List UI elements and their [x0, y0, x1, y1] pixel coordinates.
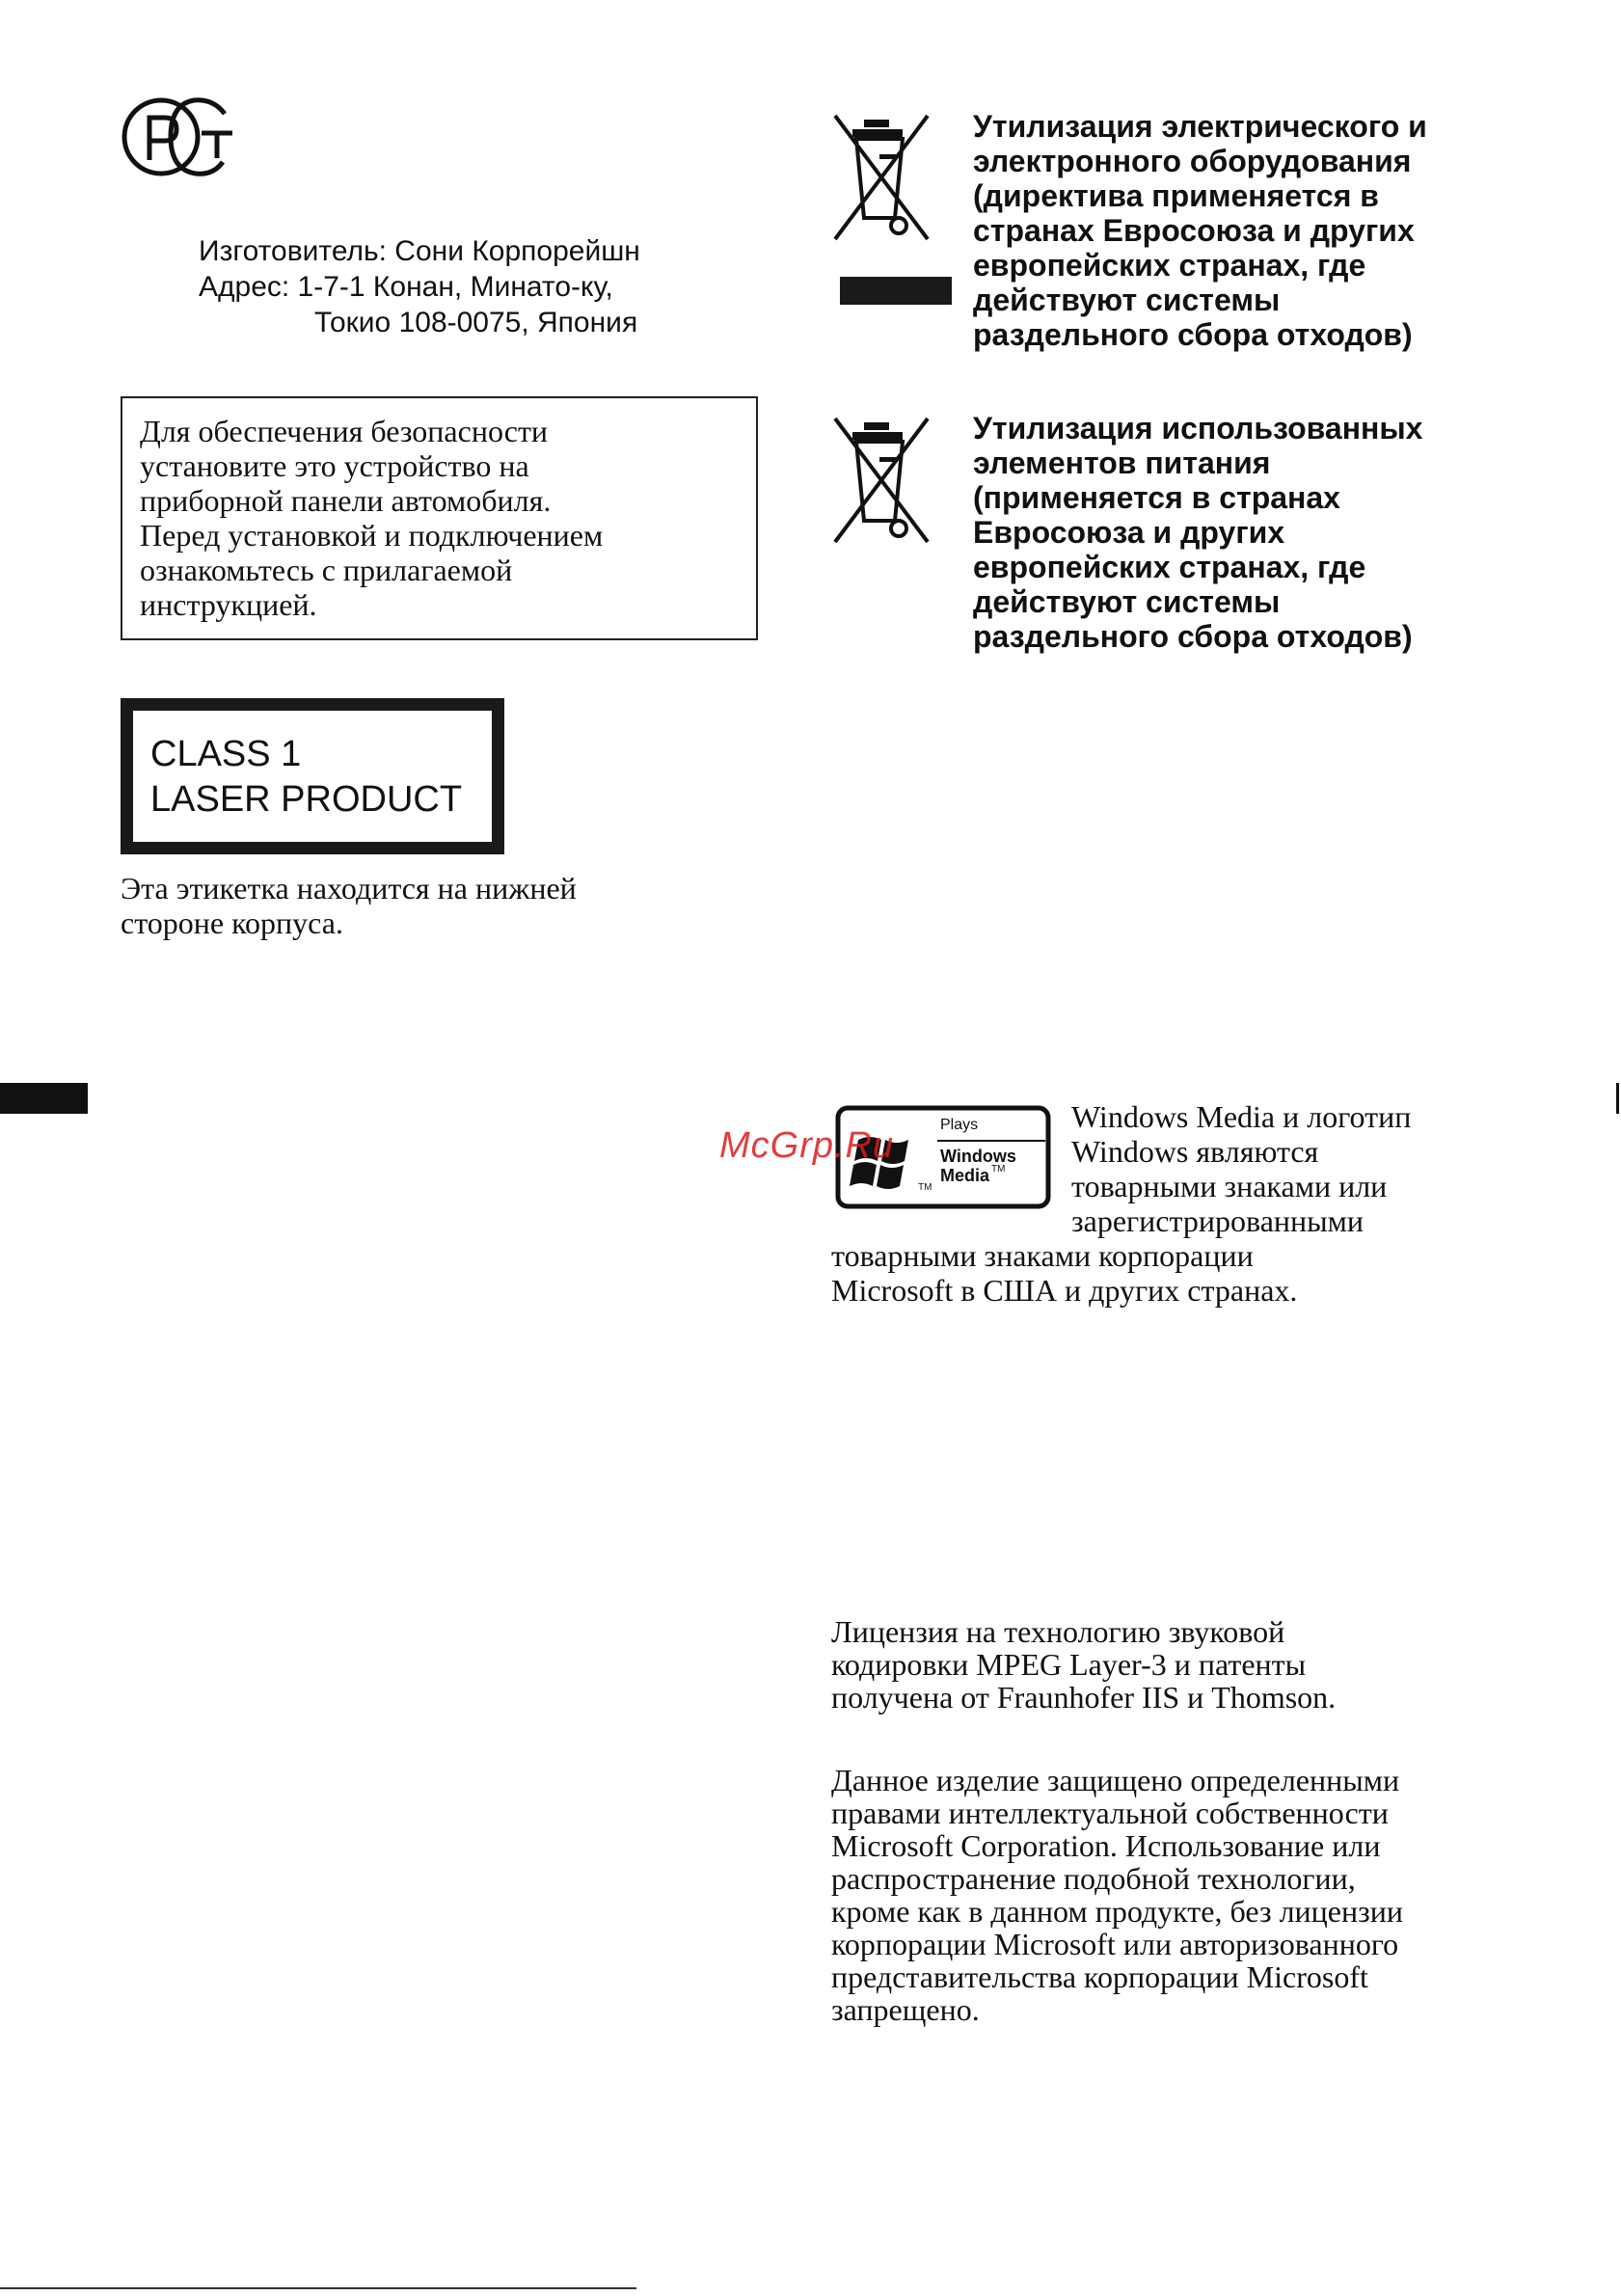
bottom-rule: [0, 2287, 636, 2289]
disposal-line: раздельного сбора отходов): [973, 317, 1413, 352]
windows-media-trademark-text: [1071, 1099, 1411, 1238]
tm-mark: TM: [918, 1182, 932, 1193]
disposal-line: раздельного сбора отходов): [973, 619, 1413, 654]
disposal-line: Евросоюза и других: [973, 515, 1285, 550]
address-line: Адрес: 1-7-1 Конан, Минато-ку,: [199, 271, 613, 303]
trademark-line: Windows Media и логотип: [1071, 1099, 1412, 1134]
mpeg-line: Лицензия на технологию звуковой: [831, 1614, 1285, 1649]
safety-notice-line: ознакомьтесь с прилагаемой: [140, 553, 513, 587]
page-edge-mark: [1616, 1083, 1619, 1114]
trademark-line: Windows являются: [1071, 1134, 1319, 1169]
safety-notice-line: инструкцией.: [140, 587, 317, 622]
label-location-note: [121, 871, 577, 940]
ip-line: распространение подобной технологии,: [831, 1861, 1356, 1896]
ip-line: представительства корпорации Microsoft: [831, 1959, 1368, 1994]
mpeg-license-text: [831, 1615, 1336, 1714]
tm-superscript: TM: [991, 1164, 1006, 1175]
trademark-line: Microsoft в США и других странах.: [831, 1273, 1298, 1308]
disposal-line: европейских странах, где: [973, 248, 1366, 283]
disposal-batteries-heading: [973, 411, 1422, 654]
safety-notice-line: приборной панели автомобиля.: [140, 483, 552, 518]
disposal-line: электронного оборудования: [973, 144, 1412, 178]
disposal-line: действуют системы: [973, 584, 1281, 619]
disposal-line: европейских странах, где: [973, 550, 1366, 584]
ip-line: корпорации Microsoft или авторизованного: [831, 1927, 1399, 1961]
disposal-line: (директива применяется в: [973, 178, 1379, 213]
disposal-line: Утилизация электрического и: [973, 109, 1427, 144]
plays-text: Plays: [940, 1117, 979, 1133]
crossed-out-wheelie-bin-icon: [831, 112, 932, 241]
ip-line: Данное изделие защищено определенными: [831, 1763, 1400, 1797]
disposal-equipment-heading: [973, 109, 1427, 352]
weee-black-bar: [840, 277, 952, 305]
ip-line: правами интеллектуальной собственности: [831, 1796, 1389, 1830]
manufacturer-line: Изготовитель: Сони Корпорейшн: [199, 235, 640, 267]
safety-notice-line: Перед установкой и подключением: [140, 518, 604, 553]
disposal-line: Утилизация использованных: [973, 411, 1423, 446]
safety-notice-box: [121, 396, 758, 640]
windows-media-trademark-text-cont: [831, 1238, 1297, 1308]
media-text: Media: [940, 1166, 990, 1185]
windows-text: Windows: [940, 1147, 1016, 1166]
crossed-out-wheelie-bin-icon: [831, 415, 932, 544]
ip-line: Microsoft Corporation. Использование или: [831, 1828, 1381, 1863]
label-note-line: стороне корпуса.: [121, 905, 343, 940]
label-note-line: Эта этикетка находится на нижней: [121, 871, 577, 905]
disposal-line: странах Евросоюза и других: [973, 213, 1415, 248]
disposal-line: элементов питания: [973, 446, 1271, 480]
manufacturer-info: [199, 233, 640, 340]
mpeg-line: получена от Fraunhofer IIS и Thomson.: [831, 1680, 1337, 1715]
trademark-line: товарными знаками или: [1071, 1169, 1388, 1203]
watermark: McGrp.Ru: [719, 1125, 895, 1166]
address-line-2: Токио 108-0075, Япония: [314, 307, 638, 338]
microsoft-ip-text: [831, 1764, 1403, 2026]
disposal-line: (применяется в странах: [973, 480, 1340, 515]
laser-class-label: [121, 698, 504, 854]
laser-class: CLASS 1: [150, 734, 302, 774]
ip-line: кроме как в данном продукте, без лицензии: [831, 1894, 1404, 1929]
trademark-line: товарными знаками корпорации: [831, 1238, 1254, 1273]
rst-certification-mark-icon: [121, 93, 236, 185]
disposal-line: действуют системы: [973, 283, 1281, 317]
trademark-line: зарегистрированными: [1071, 1203, 1364, 1238]
safety-notice-line: Для обеспечения безопасности: [140, 414, 549, 448]
laser-product: LASER PRODUCT: [150, 779, 463, 820]
safety-notice-line: установите это устройство на: [140, 448, 529, 483]
page-side-tab: [0, 1083, 88, 1114]
ip-line: запрещено.: [831, 1992, 980, 2027]
mpeg-line: кодировки MPEG Layer-3 и патенты: [831, 1647, 1307, 1682]
